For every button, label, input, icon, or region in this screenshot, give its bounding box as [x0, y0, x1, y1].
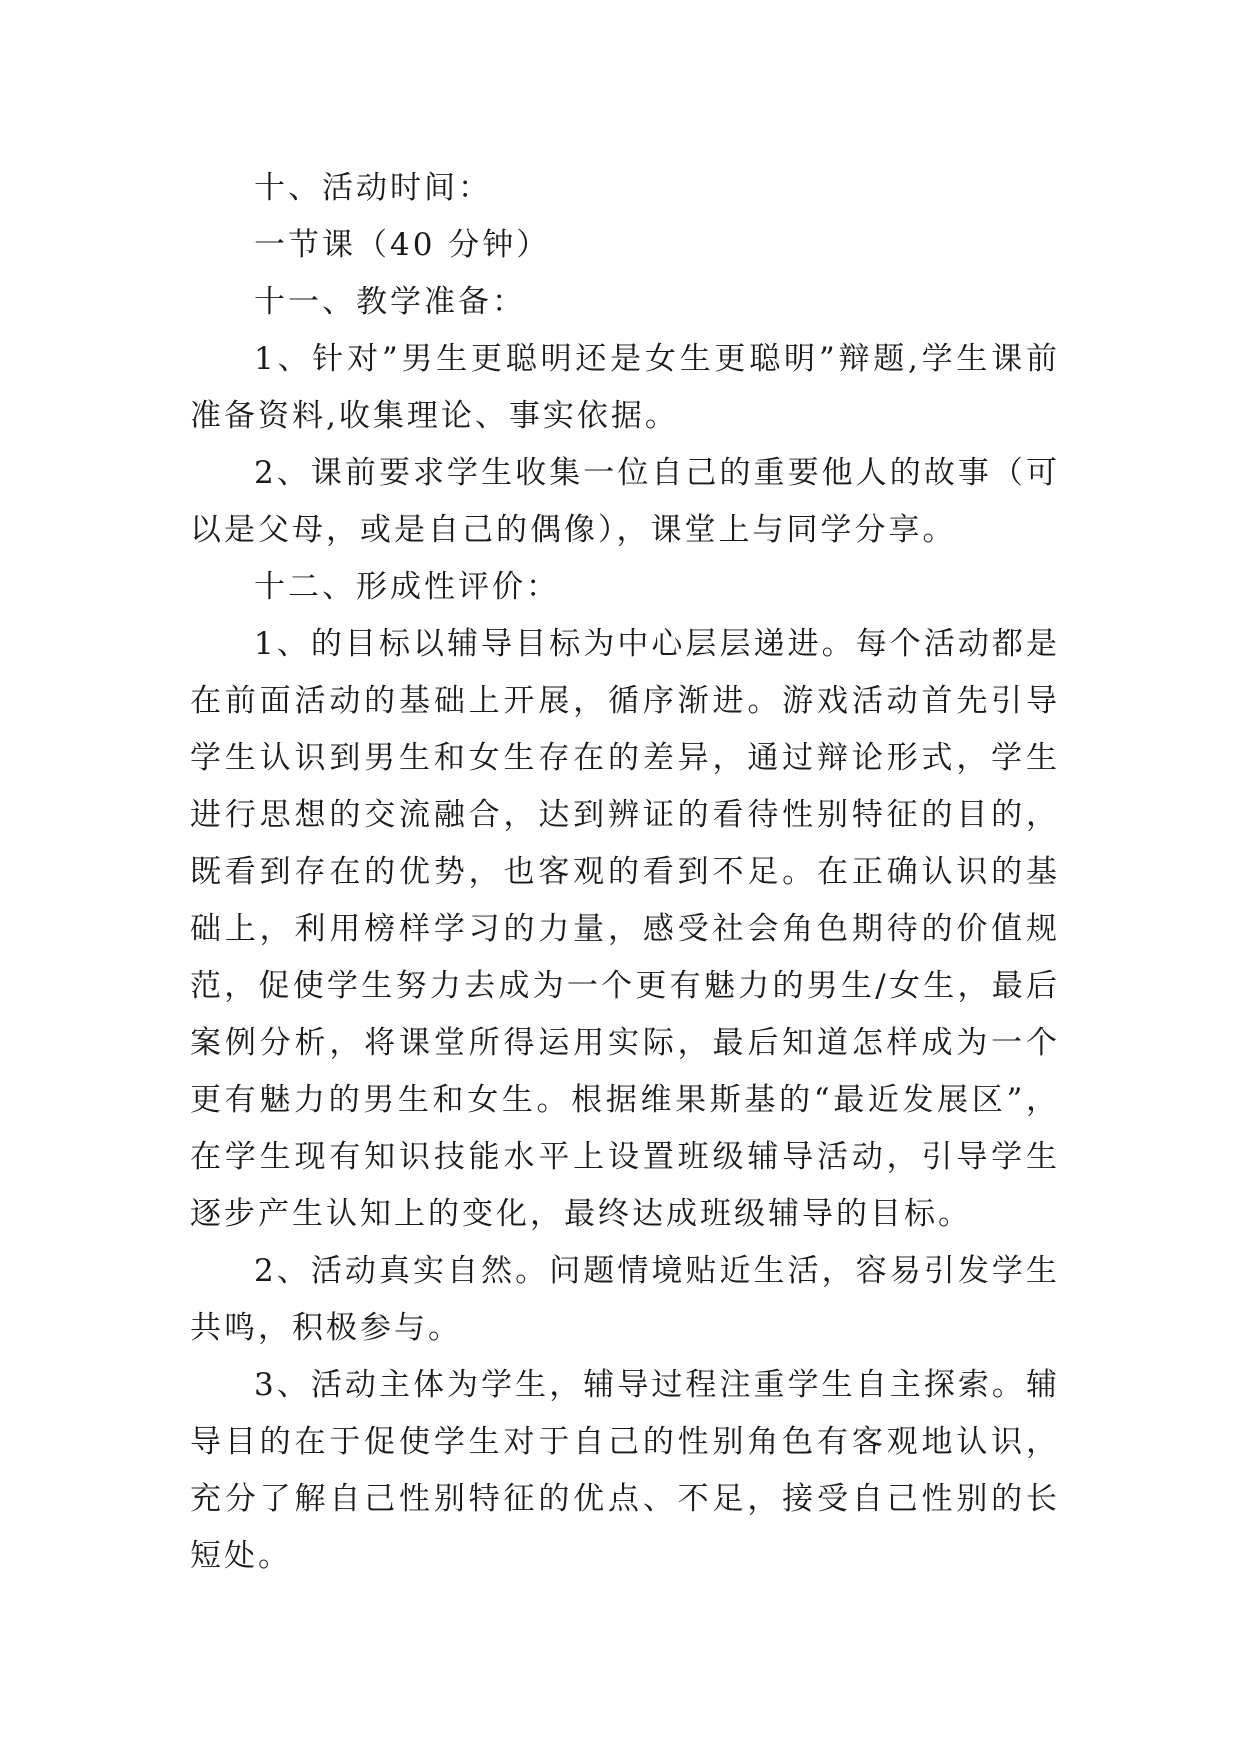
- eval-item-2: 2、活动真实自然。问题情境贴近生活，容易引发学生共鸣，积极参与。: [190, 1253, 1060, 1346]
- eval-item-1: 1、的目标以辅导目标为中心层层递进。每个活动都是在前面活动的基础上开展，循序渐进。游戏活动首先引导学生认识到男生和女生存在的差异，通过辩论形式，学生进行思想的交流融合，达到辨证的看待性别特征的目的，既看到存在的优势，也客观的看到不足。在正确认识的基础上，利用榜样学习的力量，感受社会角色期待的价值规范，促使学生努力去成为一个更有魅力的男生/女生，最后案例分析，将课堂所得运用实际，最后知道怎样成为一个更有魅力的男生和女生。根据维果斯基的“最近发展区”，在学生现有知识技能水平上设置班级辅导活动，引导学生逐步产生认知上的变化，最终达成班级辅导的目标。: [190, 626, 1060, 1232]
- prep-item-1: 1、针对”男生更聪明还是女生更聪明”辩题,学生课前准备资料,收集理论、事实依据。: [190, 341, 1060, 434]
- eval-item-3: 3、活动主体为学生，辅导过程注重学生自主探索。辅导目的在于促使学生对于自己的性别角色有客观地认识，充分了解自己性别特征的优点、不足，接受自己性别的长短处。: [190, 1367, 1060, 1574]
- time-value: 一节课（40 分钟）: [254, 227, 551, 263]
- prep-item-2: 2、课前要求学生收集一位自己的重要他人的故事（可以是父母，或是自己的偶像），课堂上与同学分享。: [190, 455, 1060, 548]
- document-page: [190, 160, 1060, 1585]
- time-heading: 十、活动时间：: [254, 170, 492, 206]
- eval-heading: 十二、形成性评价：: [254, 569, 560, 605]
- prep-heading: 十一、教学准备：: [254, 284, 526, 320]
